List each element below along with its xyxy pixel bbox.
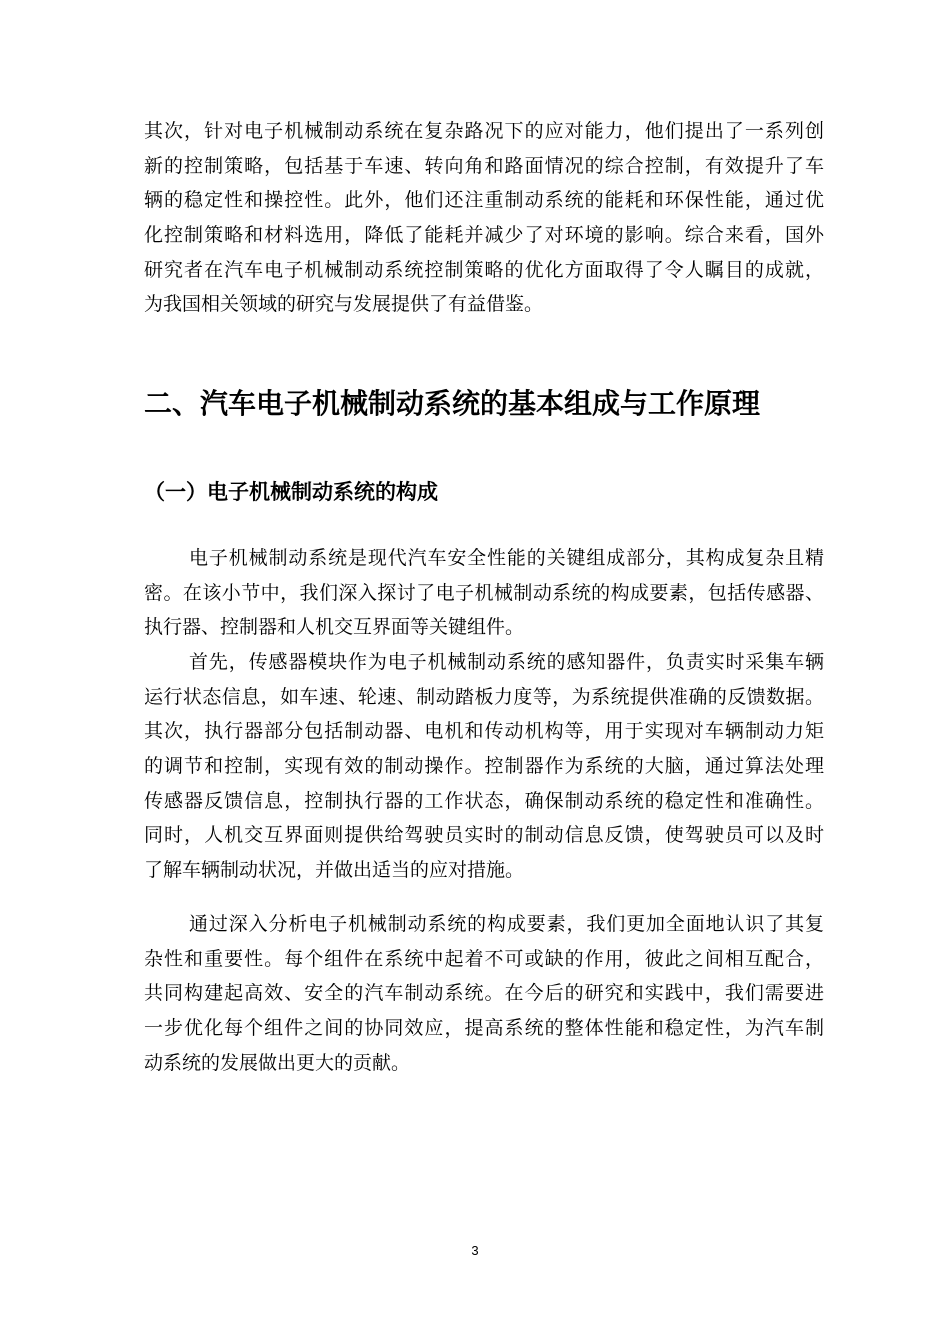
text-line: 传感器反馈信息，控制执行器的工作状态，确保制动系统的稳定性和准确性。 bbox=[144, 789, 824, 812]
paragraph-components-detail bbox=[144, 645, 824, 888]
text-line: 通过深入分析电子机械制动系统的构成要素，我们更加全面地认识了其复 bbox=[189, 913, 824, 935]
text-line: 为我国相关领域的研究与发展提供了有益借鉴。 bbox=[144, 293, 544, 316]
text-line: 运行状态信息，如车速、轮速、制动踏板力度等，为系统提供准确的反馈数据。 bbox=[144, 685, 824, 708]
text-line: 电子机械制动系统是现代汽车安全性能的关键组成部分，其构成复杂且精 bbox=[189, 547, 824, 569]
page-number: 3 bbox=[471, 1243, 479, 1258]
text-line: 密。在该小节中，我们深入探讨了电子机械制动系统的构成要素，包括传感器、 bbox=[144, 581, 824, 604]
text-line: 动系统的发展做出更大的贡献。 bbox=[144, 1051, 411, 1074]
section-heading: 二、汽车电子机械制动系统的基本组成与工作原理 bbox=[144, 387, 761, 420]
text-line: 杂性和重要性。每个组件在系统中起着不可或缺的作用，彼此之间相互配合， bbox=[144, 947, 824, 970]
text-line: 共同构建起高效、安全的汽车制动系统。在今后的研究和实践中，我们需要进 bbox=[144, 982, 824, 1005]
text-line: 的调节和控制，实现有效的制动操作。控制器作为系统的大脑，通过算法处理 bbox=[144, 755, 824, 778]
text-line: 辆的稳定性和操控性。此外，他们还注重制动系统的能耗和环保性能，通过优 bbox=[144, 189, 824, 212]
paragraph-conclusion bbox=[144, 907, 824, 1080]
text-line: 首先，传感器模块作为电子机械制动系统的感知器件，负责实时采集车辆 bbox=[189, 651, 824, 673]
paragraph-components-overview bbox=[144, 541, 824, 645]
text-line: 其次，针对电子机械制动系统在复杂路况下的应对能力，他们提出了一系列创 bbox=[144, 120, 824, 142]
text-line: 了解车辆制动状况，并做出适当的应对措施。 bbox=[144, 859, 525, 882]
subsection-heading: （一）电子机械制动系统的构成 bbox=[144, 480, 438, 504]
text-line: 一步优化每个组件之间的协同效应，提高系统的整体性能和稳定性，为汽车制 bbox=[144, 1017, 824, 1040]
text-line: 化控制策略和材料选用，降低了能耗并减少了对环境的影响。综合来看，国外 bbox=[144, 224, 824, 247]
intro-paragraph bbox=[144, 114, 824, 322]
text-line: 执行器、控制器和人机交互界面等关键组件。 bbox=[144, 616, 525, 639]
text-line: 同时，人机交互界面则提供给驾驶员实时的制动信息反馈，使驾驶员可以及时 bbox=[144, 824, 824, 847]
text-line: 研究者在汽车电子机械制动系统控制策略的优化方面取得了令人瞩目的成就， bbox=[144, 258, 824, 281]
text-line: 其次，执行器部分包括制动器、电机和传动机构等，用于实现对车辆制动力矩 bbox=[144, 720, 824, 743]
text-line: 新的控制策略，包括基于车速、转向角和路面情况的综合控制，有效提升了车 bbox=[144, 154, 824, 177]
